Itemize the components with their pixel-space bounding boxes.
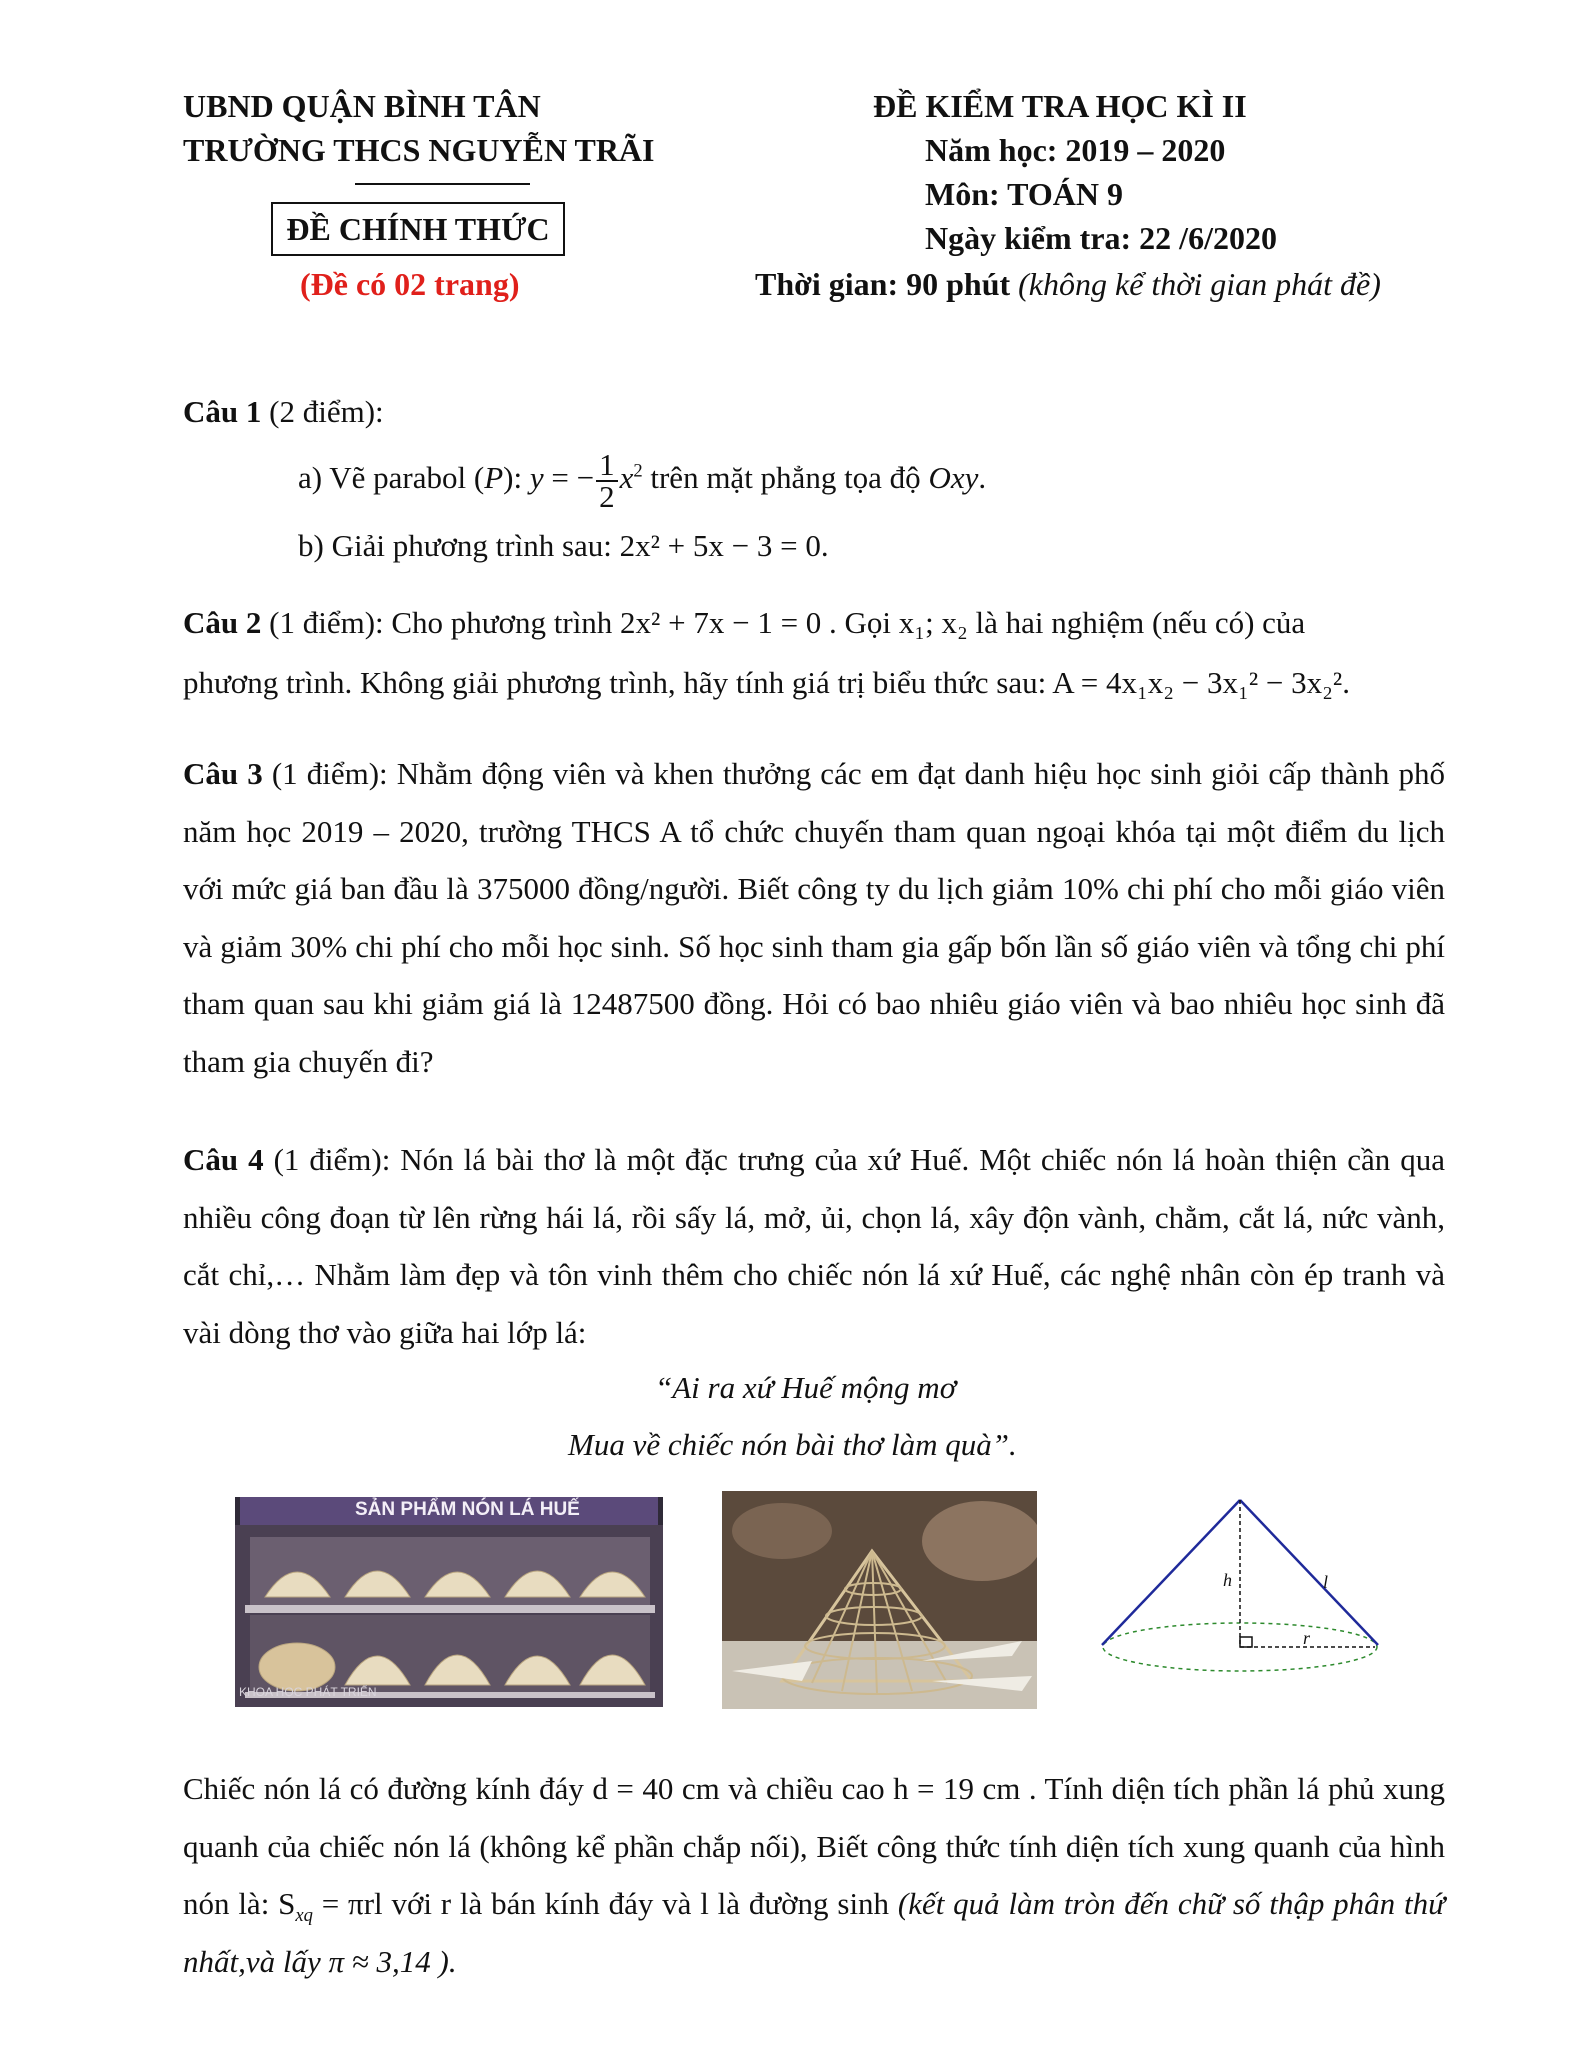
cone-label-r: r	[1303, 1628, 1311, 1648]
cone-label-h: h	[1223, 1570, 1232, 1590]
q1-heading	[183, 392, 384, 432]
header-divider	[355, 183, 530, 185]
photo1-watermark: KHOA HỌC PHÁT TRIỂN	[239, 1685, 377, 1699]
q1-b-text: b) Giải phương trình sau:	[298, 528, 620, 563]
photo-hats-shelf	[235, 1497, 663, 1707]
q1-points: (2 điểm):	[261, 394, 384, 429]
fraction-one-half: $\frac{1}{2}$	[596, 450, 618, 512]
q2-line1	[183, 603, 1305, 643]
duration-line	[755, 264, 1381, 304]
exam-date: Ngày kiểm tra: 22 /6/2020	[925, 220, 1277, 256]
q1-a-suffix: trên mặt phẳng tọa độ	[642, 460, 929, 495]
q4-text: (1 điểm): Nón lá bài thơ là một đặc trưng của xứ Huế. Một chiếc nón lá hoàn thiện cần qua nhiều công đoạn từ lên rừng hái lá, rồi sấy lá, mở, ủi, chọn lá, xây độn vành, chằm, cắt lá, nức vành, cắt chỉ,… Nhằm làm đẹp và tôn vinh thêm cho chiếc nón lá xứ Huế, các nghệ nhân còn ép tranh và vài dòng thơ vào giữa hai lớp lá:	[183, 1142, 1445, 1350]
subject: Môn: TOÁN 9	[925, 176, 1123, 212]
q3-text: (1 điểm): Nhằm động viên và khen thưởng các em đạt danh hiệu học sinh giỏi cấp thành phố năm học 2019 – 2020, trường THCS A tổ chức chuyến tham quan ngoại khóa tại một điểm du lịch với mức giá ban đầu là 375000 đồng/người. Biết công ty du lịch giảm 10% chi phí cho mỗi giáo viên và giảm 30% chi phí cho mỗi học sinh. Số học sinh tham gia gấp bốn lần số giáo viên và tổng chi phí tham quan sau khi giảm giá là 12487500 đồng. Hỏi có bao nhiêu giáo viên và bao nhiêu học sinh đã tham gia chuyến đi?	[183, 756, 1445, 1079]
q4-label: Câu 4	[183, 1142, 264, 1177]
q2-label: Câu 2	[183, 605, 262, 640]
hat-making-image	[722, 1491, 1037, 1709]
poem-line-1: “Ai ra xứ Huế mộng mơ	[655, 1370, 957, 1405]
school-name: TRƯỜNG THCS NGUYỄN TRÃI	[183, 132, 655, 168]
photo1-banner: SẢN PHẨM NÓN LÁ HUẾ	[355, 1499, 580, 1520]
cone-diagram	[1090, 1490, 1390, 1685]
q1-part-a: a) Vẽ parabol (P): y = − $\frac{1}{2}$ $x^2$ trên mặt phẳng tọa độ Oxy.	[298, 446, 987, 514]
cone-figure	[1090, 1490, 1390, 1685]
q1-a-plane: Oxy	[928, 460, 979, 495]
q1-a-prefix: a) Vẽ parabol	[298, 460, 474, 495]
exam-title: ĐỀ KIỂM TRA HỌC KÌ II	[873, 88, 1247, 124]
pages-note: (Đề có 02 trang)	[300, 266, 520, 302]
q4-rounding-note: (kết quả làm tròn đến chữ số thập phân thứ nhất,và lấy π ≈ 3,14 ).	[183, 1886, 1445, 1979]
photo-hat-making	[722, 1491, 1037, 1709]
q1-label: Câu 1	[183, 394, 262, 429]
duration-note: (không kể thời gian phát đề)	[1018, 266, 1381, 302]
q3-paragraph	[183, 745, 1445, 1090]
q4-formula-tail: = πrl với r là bán kính đáy và l là đường sinh	[312, 1886, 898, 1921]
q4-paragraph	[183, 1131, 1445, 1361]
cone-label-l: l	[1323, 1572, 1329, 1592]
official-box: ĐỀ CHÍNH THỨC	[271, 202, 565, 256]
poem-line-2: Mua về chiếc nón bài thơ làm quà”.	[568, 1427, 1017, 1462]
district-name: UBND QUẬN BÌNH TÂN	[183, 88, 541, 124]
parabol-formula: (P): y = − $\frac{1}{2}$ $x^2$	[473, 446, 643, 514]
q3-label: Câu 3	[183, 756, 263, 791]
hats-shelf-image	[235, 1497, 663, 1707]
sxq-subscript: xq	[295, 1905, 313, 1927]
q4-problem-paragraph	[183, 1760, 1445, 1990]
q2-line2: phương trình. Không giải phương trình, hãy tính giá trị biểu thức sau: A = 4x₁x₂ − 3x₁² − 3x₂².	[183, 665, 1350, 700]
duration: Thời gian: 90 phút	[755, 266, 1011, 302]
q1-part-b	[298, 526, 829, 566]
q2-line1-text: (1 điểm): Cho phương trình 2x² + 7x − 1 = 0 . Gọi x₁; x₂ là hai nghiệm (nếu có) của	[261, 605, 1306, 640]
q4-after-text: Chiếc nón lá có đường kính đáy d = 40 cm và chiều cao h = 19 cm . Tính diện tích phần lá phủ xung quanh của chiếc nón lá (không kể phần chắp nối), Biết công thức tính diện tích xung quanh của hình nón là: S	[183, 1771, 1445, 1921]
q1-b-equation: 2x² + 5x − 3 = 0.	[619, 528, 829, 563]
school-year: Năm học: 2019 – 2020	[925, 132, 1226, 168]
